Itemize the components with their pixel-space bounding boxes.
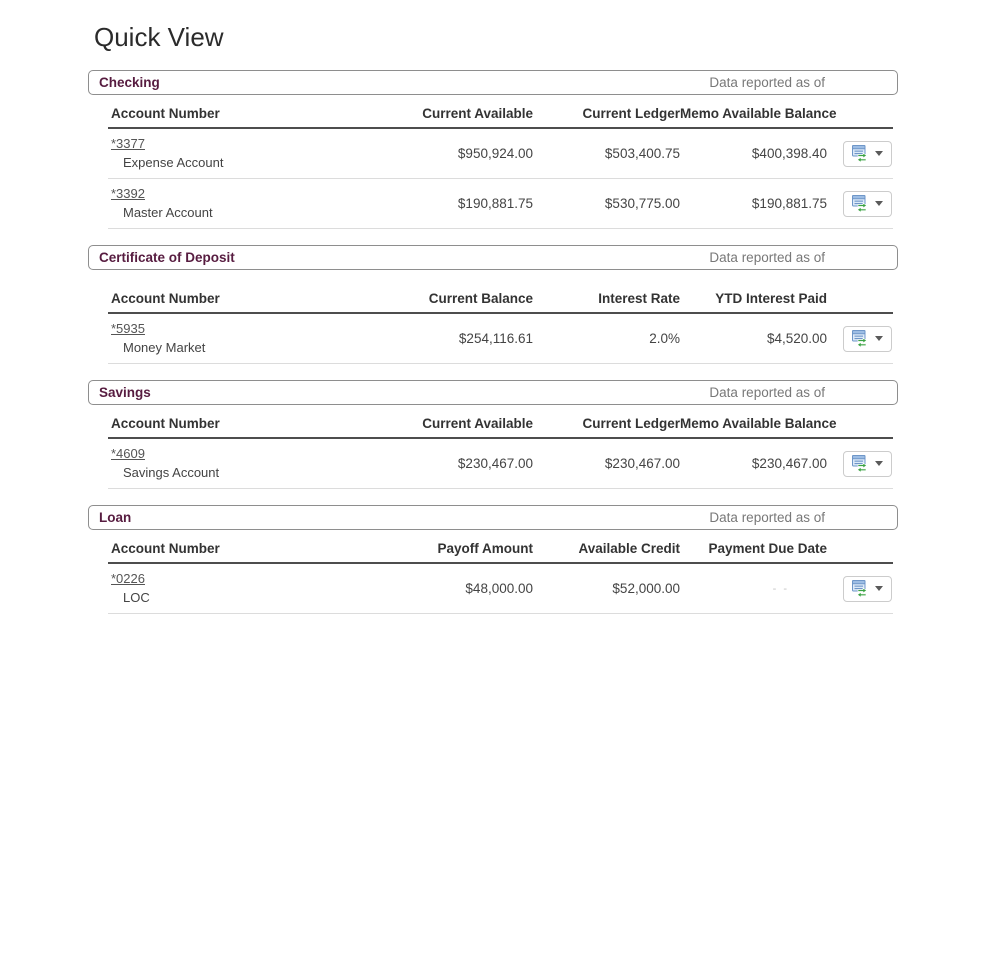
- transfer-funds-icon: [852, 145, 872, 163]
- value-cell: $530,775.00: [533, 179, 680, 229]
- account-name-label: Money Market: [123, 340, 206, 355]
- table-header-row: [108, 530, 893, 563]
- caret-down-icon: [875, 586, 883, 591]
- section-header-bar: [88, 245, 898, 270]
- value-cell: $4,520.00: [680, 313, 827, 364]
- table-header-row: [108, 95, 893, 128]
- account-number-link[interactable]: *3392: [111, 186, 145, 201]
- account-actions-dropdown-button[interactable]: [843, 191, 892, 217]
- column-header: Payment Due Date: [680, 530, 827, 563]
- section-header-bar: [88, 70, 898, 95]
- accounts-table: [108, 530, 893, 614]
- column-header: Current Ledger: [533, 95, 680, 128]
- account-cell: [108, 438, 338, 489]
- account-actions-dropdown-button[interactable]: [843, 451, 892, 477]
- accounts-table: [108, 270, 893, 364]
- data-reported-as-of-label: Data reported as of: [709, 385, 825, 400]
- section-title: Savings: [99, 385, 151, 400]
- action-cell: [827, 438, 893, 489]
- account-cell: [108, 179, 338, 229]
- account-row: [108, 313, 893, 364]
- column-header: Account Number: [108, 95, 338, 128]
- column-header: Payoff Amount: [338, 530, 533, 563]
- section-header-bar: [88, 380, 898, 405]
- page-title: Quick View: [94, 22, 224, 52]
- data-reported-as-of-label: Data reported as of: [709, 250, 825, 265]
- column-header: Memo Available Balance: [680, 405, 827, 438]
- transfer-funds-icon: [852, 330, 872, 348]
- column-header: Memo Available Balance: [680, 95, 827, 128]
- section-title: Loan: [99, 510, 132, 525]
- value-cell: $230,467.00: [338, 438, 533, 489]
- caret-down-icon: [875, 151, 883, 156]
- caret-down-icon: [875, 461, 883, 466]
- account-number-link[interactable]: *5935: [111, 321, 145, 336]
- action-cell: [827, 128, 893, 179]
- account-number-link[interactable]: *4609: [111, 446, 145, 461]
- account-number-link[interactable]: *0226: [111, 571, 145, 586]
- value-cell: $230,467.00: [533, 438, 680, 489]
- actions-column-header: [827, 530, 893, 563]
- value-cell: $503,400.75: [533, 128, 680, 179]
- account-section: [88, 505, 900, 614]
- account-row: [108, 563, 893, 614]
- value-cell: $52,000.00: [533, 563, 680, 614]
- caret-down-icon: [875, 201, 883, 206]
- section-header-bar: [88, 505, 898, 530]
- column-header: Account Number: [108, 530, 338, 563]
- account-name-label: Expense Account: [123, 155, 224, 170]
- account-section: [88, 380, 900, 489]
- account-actions-dropdown-button[interactable]: [843, 326, 892, 352]
- data-reported-as-of-label: Data reported as of: [709, 510, 825, 525]
- value-cell: - -: [680, 563, 827, 614]
- value-cell: $190,881.75: [338, 179, 533, 229]
- actions-column-header: [827, 270, 893, 313]
- table-header-row: [108, 270, 893, 313]
- action-cell: [827, 563, 893, 614]
- value-cell: 2.0%: [533, 313, 680, 364]
- account-actions-dropdown-button[interactable]: [843, 141, 892, 167]
- value-cell: $400,398.40: [680, 128, 827, 179]
- account-cell: [108, 563, 338, 614]
- account-name-label: LOC: [123, 590, 150, 605]
- section-title: Checking: [99, 75, 160, 90]
- value-cell: $254,116.61: [338, 313, 533, 364]
- section-title: Certificate of Deposit: [99, 250, 235, 265]
- column-header: Account Number: [108, 405, 338, 438]
- column-header: Current Available: [338, 405, 533, 438]
- account-name-label: Master Account: [123, 205, 213, 220]
- column-header: Current Available: [338, 95, 533, 128]
- accounts-table: [108, 95, 893, 229]
- value-cell: $950,924.00: [338, 128, 533, 179]
- account-name-label: Savings Account: [123, 465, 220, 480]
- column-header: Available Credit: [533, 530, 680, 563]
- account-cell: [108, 128, 338, 179]
- account-number-link[interactable]: *3377: [111, 136, 145, 151]
- action-cell: [827, 179, 893, 229]
- account-actions-dropdown-button[interactable]: [843, 576, 892, 602]
- account-section: [88, 70, 900, 229]
- column-header: Account Number: [108, 270, 338, 313]
- table-header-row: [108, 405, 893, 438]
- account-row: [108, 438, 893, 489]
- transfer-funds-icon: [852, 580, 872, 598]
- column-header: Interest Rate: [533, 270, 680, 313]
- value-cell: $190,881.75: [680, 179, 827, 229]
- account-cell: [108, 313, 338, 364]
- value-cell: $230,467.00: [680, 438, 827, 489]
- column-header: YTD Interest Paid: [680, 270, 827, 313]
- account-row: [108, 179, 893, 229]
- account-section: [88, 245, 900, 364]
- account-row: [108, 128, 893, 179]
- sections-container: [88, 70, 900, 614]
- data-reported-as-of-label: Data reported as of: [709, 75, 825, 90]
- action-cell: [827, 313, 893, 364]
- value-cell: $48,000.00: [338, 563, 533, 614]
- accounts-table: [108, 405, 893, 489]
- column-header: Current Ledger: [533, 405, 680, 438]
- transfer-funds-icon: [852, 195, 872, 213]
- column-header: Current Balance: [338, 270, 533, 313]
- transfer-funds-icon: [852, 455, 872, 473]
- caret-down-icon: [875, 336, 883, 341]
